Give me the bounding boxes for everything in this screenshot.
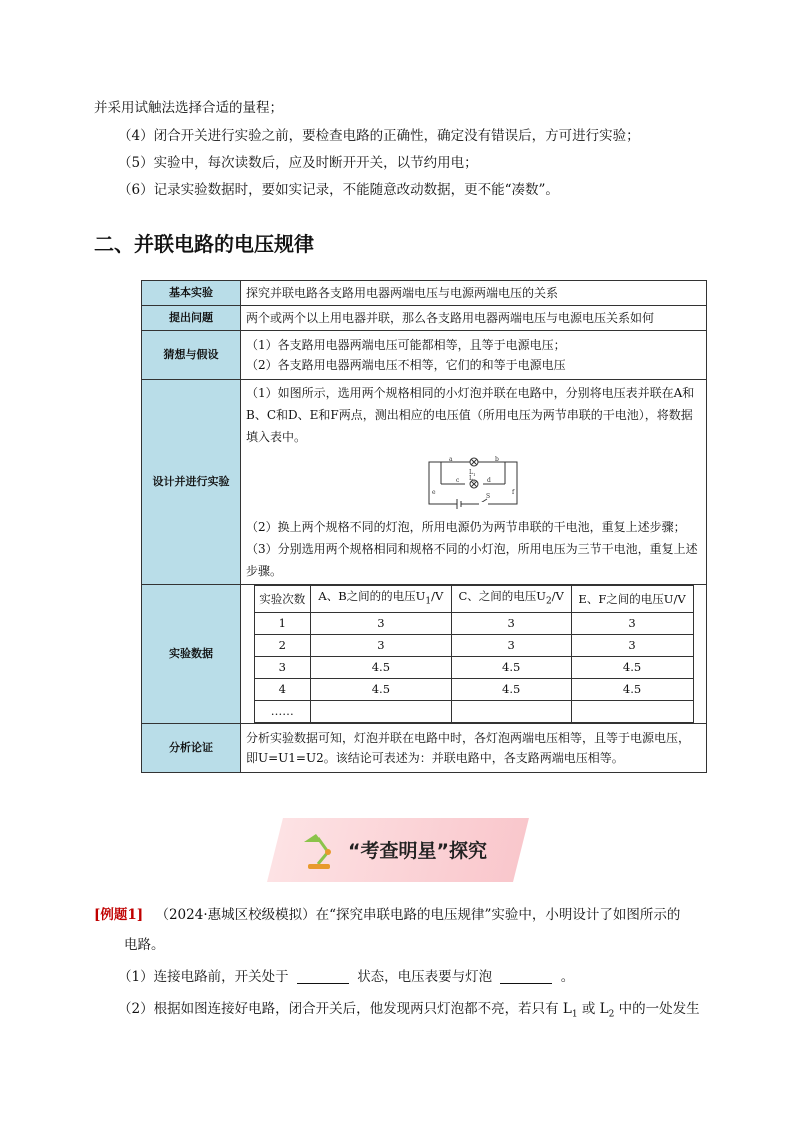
row-text-basic: 探究并联电路各支路用电器两端电压与电源两端电压的关系 xyxy=(241,281,707,306)
row-label-basic: 基本实验 xyxy=(142,281,241,306)
data-table xyxy=(254,585,694,723)
banner-title: “考查明星”探究 xyxy=(348,840,487,862)
parallel-circuit-diagram xyxy=(419,452,529,514)
table-row xyxy=(254,701,693,723)
design-step-1: （1）如图所示，选用两个规格相同的小灯泡并联在电路中，分别将电压表并联在A和B、C和D、E和F两点，测出相应的电压值（所用电压为两节串联的干电池），将数据填入表中。 xyxy=(246,386,695,444)
switch-label: S xyxy=(485,493,490,500)
row-text-analysis: 分析实验数据可知，灯泡并联在电路中时，各灯泡两端电压相等，且等于电源电压，即U=U1=U2。该结论可表述为：并联电路中，各支路两端电压相等。 xyxy=(241,724,707,773)
row-data-cell xyxy=(241,585,707,724)
section-title: 二、并联电路的电压规律 xyxy=(94,232,314,256)
cell: 4.5 xyxy=(571,657,693,679)
node-f: f xyxy=(511,489,514,496)
node-a: a xyxy=(448,456,453,463)
row-label-design: 设计并进行实验 xyxy=(142,380,241,585)
cell: 2 xyxy=(254,635,311,657)
q1-text-a: （1）连接电路前，开关处于 xyxy=(118,969,289,985)
header-trial: 实验次数 xyxy=(254,586,311,613)
data-header-row xyxy=(254,586,693,613)
header-ef: E、F之间的电压U/V xyxy=(571,586,693,613)
q2-text-a: （2）根据如图连接好电路，闭合开关后，他发现两只灯泡都不亮，若只有 L xyxy=(118,1001,572,1017)
cell: 3 xyxy=(254,657,311,679)
q2-text-b: 或 L xyxy=(577,1001,609,1017)
cell: 1 xyxy=(254,613,311,635)
cell: 4 xyxy=(254,679,311,701)
lamp-l2-label: $L_2$ xyxy=(468,475,476,483)
q2-sub-1: 1 xyxy=(571,1009,578,1020)
table-row xyxy=(254,657,693,679)
intro-line-1: 并采用试触法选择合适的量程； xyxy=(94,100,283,116)
cell xyxy=(571,701,693,723)
node-e: e xyxy=(431,489,436,496)
cell: 3 xyxy=(451,635,571,657)
lamp-l1-label: $L_1$ xyxy=(468,469,476,477)
cell xyxy=(451,701,571,723)
design-step-2: （2）换上两个规格不同的灯泡，所用电源仍为两节串联的干电池，重复上述步骤； xyxy=(246,520,686,534)
row-label-hypothesis: 猜想与假设 xyxy=(142,331,241,380)
node-c: c xyxy=(455,477,459,484)
q2-sub-2: 2 xyxy=(608,1009,615,1020)
example-line-2: 电路。 xyxy=(124,937,165,953)
hypothesis-1: （1）各支路用电器两端电压可能都相等，且等于电源电压； xyxy=(246,338,566,352)
answer-blank-1[interactable] xyxy=(297,969,349,984)
cell: 3 xyxy=(311,635,452,657)
cell: 4.5 xyxy=(311,657,452,679)
row-label-question: 提出问题 xyxy=(142,306,241,331)
node-b: b xyxy=(494,456,499,463)
cell: 4.5 xyxy=(451,679,571,701)
header-ab: A、B之间的的电压$U_1/V$ xyxy=(311,586,452,613)
table-row xyxy=(254,679,693,701)
cell: 4.5 xyxy=(451,657,571,679)
cell: 3 xyxy=(571,613,693,635)
row-text-question: 两个或两个以上用电器并联，那么各支路用电器两端电压与电源电压关系如何 xyxy=(241,306,707,331)
example-tag: [例题1] xyxy=(94,907,144,923)
table-row xyxy=(254,635,693,657)
hypothesis-2: （2）各支路用电器两端电压不相等，它们的和等于电源电压 xyxy=(246,358,566,372)
intro-line-2: （4）闭合开关进行实验之前，要检查电路的正确性，确定没有错误后，方可进行实验； xyxy=(118,128,640,144)
header-cd: C、之间的电压$U_2/V$ xyxy=(451,586,571,613)
desk-lamp-icon xyxy=(298,828,338,872)
example-line-1 xyxy=(94,903,680,923)
question-1 xyxy=(118,965,574,985)
design-step-3: （3）分别选用两个规格相同和规格不同的小灯泡，所用电压为三节干电池，重复上述步骤。 xyxy=(246,542,698,578)
cell: 4.5 xyxy=(571,679,693,701)
q2-text-c: 中的一处发生 xyxy=(614,1001,700,1017)
q1-text-c: 。 xyxy=(560,969,575,985)
table-row xyxy=(254,613,693,635)
cell: 3 xyxy=(451,613,571,635)
cell: 3 xyxy=(311,613,452,635)
intro-line-3: （5）实验中，每次读数后，应及时断开开关，以节约用电； xyxy=(118,155,478,171)
question-2 xyxy=(118,997,700,1020)
row-label-analysis: 分析论证 xyxy=(142,724,241,773)
experiment-table xyxy=(141,280,707,773)
example-text-1: （2024·惠城区校级模拟）在“探究串联电路的电压规律”实验中，小明设计了如图所示的 xyxy=(155,907,681,923)
answer-blank-2[interactable] xyxy=(500,969,552,984)
row-text-hypothesis xyxy=(241,331,707,380)
q1-text-b: 状态，电压表要与灯泡 xyxy=(357,969,493,985)
node-d: d xyxy=(486,477,491,484)
intro-line-4: （6）记录实验数据时，要如实记录，不能随意改动数据，更不能“凑数”。 xyxy=(118,182,559,198)
cell: …… xyxy=(254,701,311,723)
cell: 3 xyxy=(571,635,693,657)
row-label-data: 实验数据 xyxy=(142,585,241,724)
row-text-design xyxy=(241,380,707,585)
cell xyxy=(311,701,452,723)
cell: 4.5 xyxy=(311,679,452,701)
